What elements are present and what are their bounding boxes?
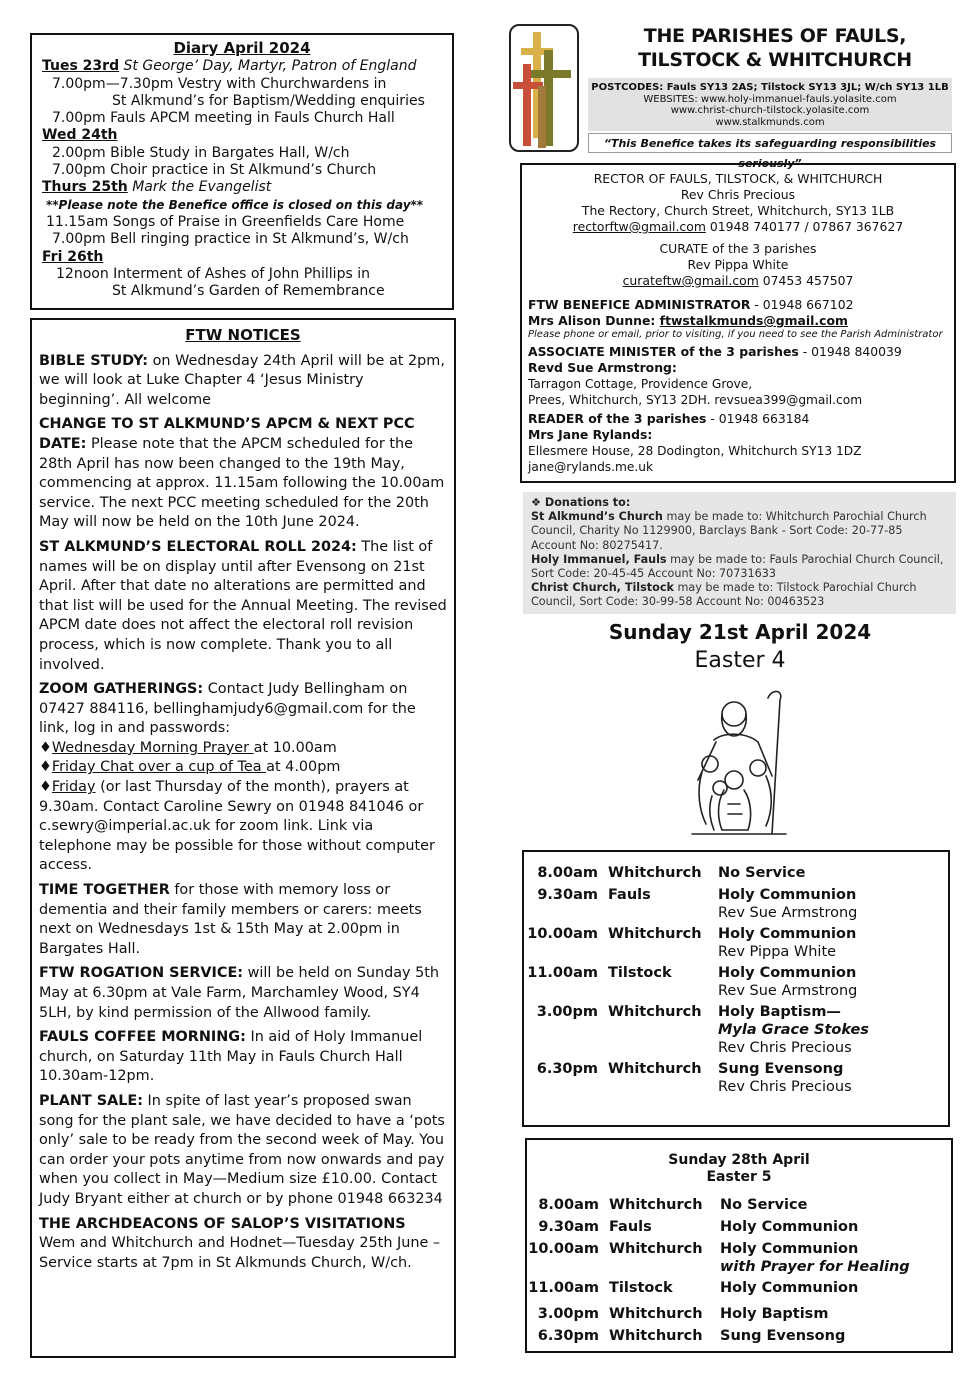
service-type: No Service	[718, 865, 806, 881]
diary-note: **Please note the Benefice office is closed on this day**	[46, 197, 424, 212]
reader-title: READER of the 3 parishes - 01948 663184	[528, 411, 810, 426]
rector-email-link[interactable]: rectorftw@gmail.com	[572, 219, 706, 234]
diary-thu: Thurs 25th Mark the Evangelist	[42, 179, 272, 196]
service-time: 10.00am	[527, 926, 598, 942]
diary-fri: Fri 26th	[42, 248, 104, 265]
service-place: Whitchurch	[609, 1306, 703, 1322]
notice-bible-study: BIBLE STUDY: on Wednesday 24th April will be at 2pm, we will look at Luke Chapter 4 ‘Jesus Ministry beginning’. All welcome	[39, 352, 445, 408]
donation-holy-immanuel: Holy Immanuel, Fauls may be made to: Fauls Parochial Church Council, Sort Code: 20-45-45 Account No: 70731633	[531, 552, 944, 581]
service-type: Holy Communion	[718, 926, 857, 942]
service-time: 11.00am	[527, 965, 598, 981]
diary-entry: 7.00pm—7.30pm Vestry with Churchwardens in	[52, 75, 387, 92]
website: www.christ-church-tilstock.yolasite.com	[670, 105, 870, 116]
bullet-icon: ♦	[39, 739, 52, 756]
notice-time-together: TIME TOGETHER for those with memory loss or dementia and their family members or carers: meets next on Wednesdays 1st & 15th May at 2.00pm in Bargates Hall.	[39, 882, 422, 957]
notice-zoom: ZOOM GATHERINGS: Contact Judy Bellingham on 07427 884116, bellinghamjudy6@gmail.com for the link, log in and passwords: ♦Wednesday Morning Prayer at 10.00am ♦Friday Chat over a cup of Tea at 4.00pm ♦Friday (or last Thursday of the month), prayers at 9.30am. Contact Caroline Sewry on 01948 841046 or c.sewry@imperial.ac.uk for zoom link. Link via telephone may be possible for those without computer access.	[39, 680, 447, 876]
notice-electoral-roll: ST ALKMUND’S ELECTORAL ROLL 2024: The list of names will be on display until after Evensong on 21st April. After that date no alterations are permitted and that list will be used for the Annual Meeting. The revised APCM date does not affect the electoral roll revision process, which is now complete. Thank you to all involved.	[39, 538, 447, 673]
diary-box	[30, 33, 454, 310]
service-minister: Rev Chris Precious	[718, 1079, 852, 1095]
service-minister: Myla Grace Stokes	[718, 1022, 869, 1038]
jesus-family-illustration	[676, 684, 804, 838]
service-time: 10.00am	[528, 1241, 599, 1257]
donation-st-alkmunds: St Alkmund’s Church may be made to: Whitchurch Parochial Church Council, Charity No 1129900, Barclays Bank - Sort Code: 20-77-85 Account No: 80275417.	[531, 510, 927, 552]
service-time: 3.00pm	[537, 1306, 599, 1322]
service-type: Holy Communion	[720, 1219, 859, 1235]
service-place: Whitchurch	[609, 1241, 703, 1257]
service-description	[718, 964, 857, 1000]
admin-email-link[interactable]: ftwstalkmunds@gmail.com	[659, 313, 848, 328]
service-minister: with Prayer for Healing	[720, 1259, 910, 1275]
website: www.stalkmunds.com	[715, 116, 825, 128]
notice-plant-sale: PLANT SALE: In spite of last year’s proposed swan song for the plant sale, we have decided to have a ‘pots only’ sale to be ready from the second week of May. You can order your pots anytime from now onwards and pay when you collect in May—Medium size £10.00. Contact Judy Bryant either at church or by phone 01948 663234	[39, 1092, 445, 1207]
zoom-item: ♦Friday (or last Thursday of the month), prayers at 9.30am. Contact Caroline Sewry on 01948 841046 or c.sewry@imperial.ac.uk for zoom link. Link via telephone may be possible for those without computer access.	[39, 779, 435, 874]
diary-entry: 12noon Interment of Ashes of John Phillips in	[56, 265, 370, 282]
curate-contact: curateftw@gmail.com 07453 457507	[622, 273, 854, 288]
postcodes: POSTCODES: Fauls SY13 2AS; Tilstock SY13 3JL; W/ch SY13 1LB	[591, 82, 949, 93]
contacts-box	[520, 163, 956, 483]
notice-rogation: FTW ROGATION SERVICE: will be held on Sunday 5th May at 6.30pm at Vale Farm, Marchamley Wood, SY4 5LH, by kind permission of the Allwood family.	[39, 965, 440, 1021]
service-type: Sung Evensong	[720, 1328, 846, 1344]
service-time: 9.30am	[537, 887, 598, 903]
parish-info	[588, 78, 952, 131]
bullet-icon: ♦	[39, 779, 52, 796]
service-minister: Rev Pippa White	[718, 944, 837, 960]
sunday-21-name: Easter 4	[694, 648, 786, 673]
curate-title: CURATE of the 3 parishes	[659, 241, 817, 256]
service-description	[718, 864, 805, 882]
assoc-name: Revd Sue Armstrong:	[528, 360, 677, 375]
admin-name: Mrs Alison Dunne: ftwstalkmunds@gmail.com	[528, 313, 848, 328]
service-description	[718, 1003, 869, 1057]
service-description	[718, 925, 856, 961]
service-time: 8.00am	[537, 865, 598, 881]
curate-name: Rev Pippa White	[687, 257, 789, 272]
service-place: Fauls	[609, 1219, 652, 1235]
diary-entry: 2.00pm Bible Study in Bargates Hall, W/ch	[52, 144, 350, 161]
rector-name: Rev Chris Precious	[680, 187, 796, 202]
service-type: Holy Communion	[718, 887, 857, 903]
service-place: Whitchurch	[608, 865, 702, 881]
notice-coffee-morning: FAULS COFFEE MORNING: In aid of Holy Immanuel church, on Saturday 11th May in Fauls Church Hall 10.30am-12pm.	[39, 1029, 423, 1085]
service-time: 6.30pm	[537, 1328, 599, 1344]
service-description	[720, 1327, 845, 1345]
rector-title: RECTOR OF FAULS, TILSTOCK, & WHITCHURCH	[593, 171, 883, 186]
service-description	[720, 1305, 828, 1323]
sunday-21-date: Sunday 21st April 2024	[608, 620, 872, 644]
admin-note: Please phone or email, prior to visiting, if you need to see the Parish Administrator	[528, 329, 943, 340]
service-type: No Service	[720, 1197, 808, 1213]
service-place: Fauls	[608, 887, 651, 903]
service-type: Holy Baptism	[720, 1306, 829, 1322]
service-description	[720, 1218, 858, 1236]
service-time: 6.30pm	[536, 1061, 598, 1077]
admin-title: FTW BENEFICE ADMINISTRATOR - 01948 667102	[528, 297, 854, 312]
parish-title: THE PARISHES OF FAULS, TILSTOCK & WHITCHURCH	[638, 25, 912, 71]
diary-entry: 7.00pm Choir practice in St Alkmund’s Church	[52, 162, 377, 179]
donations-box	[523, 492, 956, 614]
zoom-item: ♦Wednesday Morning Prayer at 10.00am	[39, 739, 337, 756]
service-minister: Rev Sue Armstrong	[718, 983, 858, 999]
diary-entry: St Alkmund’s Garden of Remembrance	[112, 283, 385, 300]
curate-email-link[interactable]: curateftw@gmail.com	[622, 273, 759, 288]
service-description	[720, 1196, 807, 1214]
assoc-address: Prees, Whitchurch, SY13 2DH. revsuea399@gmail.com	[528, 393, 863, 407]
notices-title: FTW NOTICES	[185, 326, 301, 344]
service-description	[720, 1279, 858, 1297]
service-minister: Rev Chris Precious	[718, 1040, 852, 1056]
service-time: 11.00am	[528, 1280, 599, 1296]
service-place: Whitchurch	[608, 1004, 702, 1020]
service-time: 8.00am	[538, 1197, 599, 1213]
diary-entry: 11.15am Songs of Praise in Greenfields Care Home	[46, 213, 405, 230]
reader-email: jane@rylands.me.uk	[528, 460, 654, 474]
safeguarding-statement: “This Benefice takes its safeguarding responsibilities seriously”	[588, 133, 952, 153]
crosses-logo	[509, 24, 579, 152]
service-place: Whitchurch	[608, 926, 702, 942]
notice-archdeacon: THE ARCHDEACONS OF SALOP’S VISITATIONS Wem and Whitchurch and Hodnet—Tuesday 25th June – Service starts at 7pm in St Alkmunds Church, W/ch.	[39, 1215, 441, 1271]
diary-title: Diary April 2024	[173, 39, 311, 57]
assoc-address: Tarragon Cottage, Providence Grove,	[528, 377, 753, 391]
rector-contact: rectorftw@gmail.com 01948 740177 / 07867 367627	[572, 219, 904, 234]
service-time: 3.00pm	[536, 1004, 598, 1020]
reader-name: Mrs Jane Rylands:	[528, 427, 653, 442]
service-minister: Rev Sue Armstrong	[718, 905, 858, 921]
service-type: Holy Communion	[720, 1280, 859, 1296]
services-sunday-21	[522, 850, 950, 1127]
service-description	[720, 1240, 910, 1276]
service-type: Holy Communion	[720, 1241, 859, 1257]
assoc-title: ASSOCIATE MINISTER of the 3 parishes - 01948 840039	[528, 344, 902, 359]
service-place: Whitchurch	[609, 1328, 703, 1344]
crosses-icon	[511, 26, 577, 150]
service-type: Sung Evensong	[718, 1061, 844, 1077]
diary-entry: St Alkmund’s for Baptism/Wedding enquiries	[112, 92, 425, 109]
notices-box	[30, 318, 456, 1358]
service-place: Tilstock	[609, 1280, 673, 1296]
diary-tue: Tues 23rd St George’ Day, Martyr, Patron of England	[42, 58, 417, 75]
service-description	[718, 886, 857, 922]
diary-wed: Wed 24th	[42, 127, 118, 144]
notice-apcm: CHANGE TO ST ALKMUND’S APCM & NEXT PCC DATE: Please note that the APCM scheduled for the 28th April has now been changed to the 19th May, commencing at approx. 11.15am following the 10.00am service. The next PCC meeting scheduled for the 20th May will now be held on the 10th June 2024.	[39, 416, 445, 531]
services-sunday-28	[525, 1138, 953, 1353]
diary-entry: 7.00pm Fauls APCM meeting in Fauls Church Hall	[52, 110, 395, 127]
service-place: Tilstock	[608, 965, 672, 981]
bullet-icon: ♦	[39, 759, 52, 776]
zoom-item: ♦Friday Chat over a cup of Tea at 4.00pm	[39, 759, 341, 776]
donation-christ-church: Christ Church, Tilstock may be made to: Tilstock Parochial Church Council, Sort Code: 30-99-58 Account No: 00463523	[531, 581, 917, 609]
service-time: 9.30am	[538, 1219, 599, 1235]
service-type: Holy Baptism—	[718, 1004, 841, 1020]
service-place: Whitchurch	[609, 1197, 703, 1213]
donations-heading: ❖ Donations to:	[531, 496, 631, 509]
sunday-28-heading: Sunday 28th April Easter 5	[668, 1152, 810, 1185]
service-place: Whitchurch	[608, 1061, 702, 1077]
rector-address: The Rectory, Church Street, Whitchurch, SY13 1LB	[581, 203, 895, 218]
service-description	[718, 1060, 852, 1096]
websites: WEBSITES: www.holy-immanuel-fauls.yolasite.com	[643, 93, 897, 105]
diary-entry: 7.00pm Bell ringing practice in St Alkmund’s, W/ch	[52, 231, 409, 248]
reader-address: Ellesmere House, 28 Dodington, Whitchurch SY13 1DZ	[528, 444, 862, 458]
service-type: Holy Communion	[718, 965, 857, 981]
